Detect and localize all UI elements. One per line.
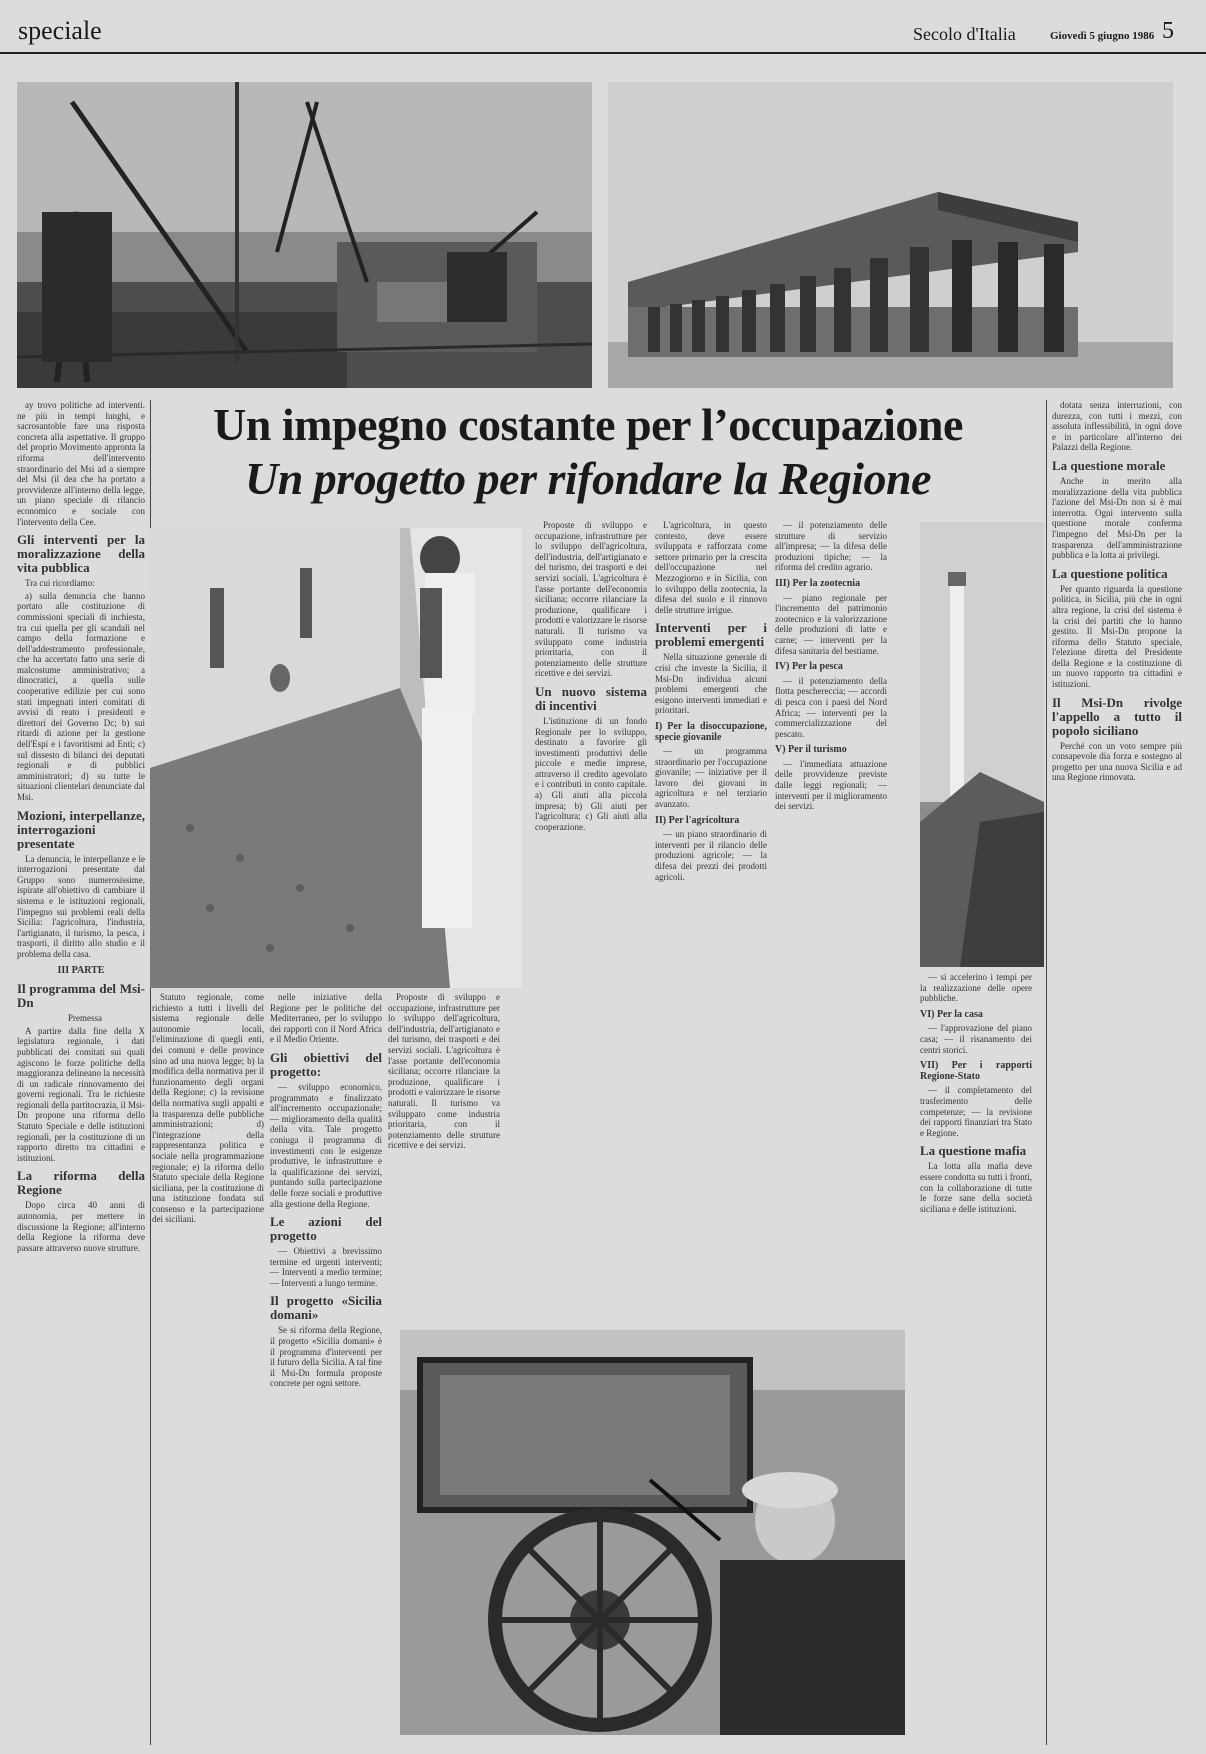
col4-continued-body: Proposte di sviluppo e occupazione, infrastrutture per lo sviluppo dell'agricoltura, dell'industria, dell'artigianato e del turismo, dei trasporti e dei servizi sociali. L'agricoltura è l'asse portante dell'economia siciliana; occorre rilanciare la produzione, qualificare i prodotti e valorizzare le risorse naturali. Il turismo va sviluppato come industria prioritaria, con il potenziamento delle strutture ricettive e dei servizi. — [535, 520, 647, 679]
col6b-heading-mafia: La questione mafia — [920, 1143, 1027, 1159]
article-column-2 — [152, 992, 264, 1432]
col2-body: Statuto regionale, come richiesto a tutti i livelli del sistema regionale delle autonomie locali, l'eliminazione di quegli enti, dei comuni e delle province sino ad una nuova legge; b) la modifica della normativa per il funzionamento degli organi della Regione; c) la revisione della normativa sugli appalti e la trasparenza delle pubbliche amministrazioni; d) l'integrazione della rappresentanza politica e sociale nella programmazione regionale; e) la riforma dello Statuto speciale della Regione siciliana, per la costituzione di una istituzione fondata sul consenso e la partecipazione dei siciliani. — [152, 992, 264, 1225]
headline — [156, 398, 1020, 506]
col6b-heading-relations: VII) Per i rapporti Regione-Stato — [920, 1060, 1032, 1082]
masthead — [0, 0, 1206, 54]
lighthouse-photo — [920, 522, 1044, 967]
col6b-heading-housing: VI) Per la casa — [920, 1008, 983, 1020]
col3-goals-body: — sviluppo economico, programmato e finalizzato all'incremento occupazionale; — miglioramento della qualità della vita. Tale progetto coniuga il programma di investimenti con le esigenze produttive, le infrastrutture e la qualificazione dei servizi, puntando sulla partecipazione delle forze sociali e produttive alla gestione della Regione. — [270, 1081, 382, 1209]
col1-program-body: A partire dalla fine della X legislatura regionale, i dati pubblicati dei comitati sui quali agiscono le forze politiche della maggioranza delineano la necessità di un radicale rinnovamento dei governi regionali. Tra le richieste regionali della partitocrazia, il Msi-Dn propone una riforma dello Statuto Speciale e delle istituzioni regionali, per la costituzione di un rapporto diretto tra cittadini e istituzioni. — [17, 1025, 145, 1163]
col1-heading-moral: Gli interventi per la moralizzazione della vita pubblica — [17, 532, 145, 576]
col7-appeal-body: Perché con un voto sempre più consapevole dia forza e sostegno al progetto per una nuova Sicilia e ad una Regione rinnovata. — [1052, 740, 1182, 783]
page-number: 5 — [1162, 18, 1174, 44]
col1-heading-reform: La riforma della Regione — [17, 1168, 145, 1198]
col3-heading-actions: Le azioni del progetto — [270, 1214, 382, 1244]
col3-sicily-body: Se si riforma della Regione, il progetto «Sicilia domani» è il programma d'interventi per il futuro della Sicilia. A tal fine il Msi-Dn formula proposte concrete per ogni settore. — [270, 1325, 382, 1389]
col7-body: dotata senza interruzioni, con durezza, con tutti i mezzi, con assoluta inflessibilità, in ogni dove e in particolare all'interno dei Palazzi della Regione. — [1052, 400, 1182, 453]
col3-body: nelle iniziative della Regione per le politiche del Mediterraneo, per lo sviluppo dei rapporti con il Nord Africa e il Medio Oriente. — [270, 992, 382, 1045]
section-label: speciale — [18, 16, 102, 45]
col6b-housing-body: — l'approvazione del piano casa; — il risanamento dei centri storici. — [920, 1023, 1032, 1055]
col3-actions-body: — Obiettivi a brevissimo termine ed urgenti interventi; — Interventi a medio termine; — Interventi a lungo termine. — [270, 1246, 382, 1288]
column-rule-right — [1046, 400, 1047, 1745]
headline-sub: Un progetto per rifondare la Regione — [244, 453, 932, 504]
col6-heading-tourism: V) Per il turismo — [775, 744, 847, 756]
col3-heading-goals: Gli obiettivi del progetto: — [270, 1049, 382, 1079]
col6b-body: — si accelerino i tempi per la realizzazione delle opere pubbliche. — [920, 972, 1032, 1004]
headline-main: Un impegno costante per l’occupazione — [213, 399, 963, 450]
alley-man-photo — [150, 528, 522, 988]
col5-body: L'agricoltura, in questo contesto, deve essere sviluppata e rafforzata come settore primario per la crescita dell'occupazione nel Mezzogiorno e in Sicilia, con lo sviluppo della zootecnia, la difesa del suolo e il rinnovo delle strutture irrigue. — [655, 520, 767, 615]
issue-date: Giovedì 5 giugno 1986 — [1050, 30, 1155, 42]
col1-moral-lead: Tra cui ricordiamo: — [25, 578, 95, 589]
col5-unemployment-body: — un programma straordinario per l'occupazione giovanile; — iniziative per il lavoro dei giovani in agricoltura e nel terziario avanzato. — [655, 746, 767, 810]
col6-heading-livestock: III) Per la zootecnia — [775, 577, 861, 589]
article-column-8 — [920, 972, 1032, 1732]
col5-agriculture-body: — un piano straordinario di interventi per il rilancio delle produzioni agricole; — la difesa dei prezzi dei prodotti agricoli. — [655, 829, 767, 882]
col4-body: Proposte di sviluppo e occupazione, infrastrutture per lo sviluppo dell'agricoltura, dell'industria, dell'artigianato e del turismo, dei trasporti e dei servizi sociali. L'agricoltura è l'asse portante dell'economia siciliana; occorre rilanciare la produzione, qualificare i prodotti e valorizzare le risorse naturali. Il turismo va sviluppato come industria prioritaria, con il potenziamento delle strutture ricettive e dei servizi. — [388, 992, 500, 1151]
col5-emergencies-body: Nella situazione generale di crisi che investe la Sicilia, il Msi-Dn individua alcuni problemi emergenti che esigono interventi immediati e prioritari. — [655, 652, 767, 716]
article-column-3 — [270, 992, 382, 1737]
col6b-mafia-body: La lotta alla mafia deve essere condotta su tutti i fronti, con la collaborazione di tutte le forze sane della società siciliana e delle istituzioni. — [920, 1161, 1032, 1214]
col3-heading-sicily: Il progetto «Sicilia domani» — [270, 1293, 382, 1323]
col7-politics-body: Per quanto riguarda la questione politica, in Sicilia, più che in ogni altra regione, la crisi del sistema è la crisi dei partiti che lo hanno gestito. Il Msi-Dn propone la riforma dello Statuto speciale, l'elezione diretta del Presidente della Regione e la costituzione di un nuovo rapporto tra cittadini e istituzioni. — [1052, 583, 1182, 690]
col1-program-lead: Premessa — [68, 1013, 102, 1024]
greek-temple-photo — [608, 82, 1173, 388]
port-cranes-photo — [17, 82, 592, 388]
col6-tourism-body: — l'immediata attuazione delle provvidenze previste dalle leggi regionali; — interventi per il miglioramento dei servizi. — [775, 758, 887, 812]
col7-moral-body: Anche in merito alla moralizzazione della vita pubblica l'azione del Msi-Dn non si è mai interrotta. Ogni intervento sulla questione morale conferma l'impegno del Msi-Dn per la trasparenza dell'amministrazione pubblica e la lotta ai privilegi. — [1052, 475, 1182, 561]
newspaper-name: Secolo d'Italia — [913, 24, 1016, 44]
col6-body: — il potenziamento delle strutture di servizio all'impresa; — la difesa delle produzioni tipiche; — la riforma del credito agrario. — [775, 520, 887, 573]
col7-heading-moral: La questione morale — [1052, 457, 1166, 473]
col1-motions-body: La denuncia, le interpellanze e le interrogazioni presentate dal Gruppo sono numerosissime, ispirate all'obiettivo di cambiare il sistema e le istituzioni regionali, l'impegno sui problemi reali della Sicilia: l'agricoltura, l'industria, l'artigianato, il turismo, la pesca, i trasporti, il diritto allo studio e il problema della casa. — [17, 853, 145, 959]
col5-heading-unemployment: I) Per la disoccupazione, specie giovanile — [655, 720, 767, 743]
col6b-relations-body: — il completamento del trasferimento delle competenze; — la revisione dei rapporti finanziari tra Stato e Regione. — [920, 1085, 1032, 1138]
col1-moral-body: a) sulla denuncia che hanno portato alle costituzione di commissioni speciali di inchiesta, tra cui quella per gli scandali nel campo della formazione e dell'addestramento professionale, che ha accertato fatto una serie di malcostume amministrativo; a dinocratici, a quella sulle cooperative edilizie per cui sono stati impegnati interi comitati di avvisi di reato i presidenti e direttori del Governo Dc; b) sui ritardi di azione per la gestione dell'Espi e i favoritismi ad Enti; c) sul dissesto di bilanci dei deputati regionali e di pubblici amministratori; d) su tutte le situazioni clientelari denunciate dal Msi. — [17, 590, 145, 802]
col1-reform-body: Dopo circa 40 anni di autonomia, per mettere in discussione la Regione; all'interno della Regione la riforma deve passare attraverso nuove strutture. — [17, 1200, 145, 1253]
article-column-1 — [17, 400, 145, 1745]
col1-heading-program: Il programma del Msi-Dn — [17, 981, 145, 1011]
article-column-9 — [1052, 400, 1182, 1745]
col5-heading-emergencies: Interventi per i problemi emergenti — [655, 620, 767, 650]
col4-incentives-body: L'istituzione di un fondo Regionale per lo sviluppo, destinato a favorire gli investimenti produttivi delle piccole e medie imprese, attraverso il credito agevolato e i contributi in conto capitale. a) Gli aiuti alla piccola impresa; b) Gli aiuti per l'agricoltura; c) Gli aiuti alla cooperazione. — [535, 715, 647, 832]
col1-intro: ay trovo politiche ad interventi. ne più in tempi lunghi, e sacrosantoble fare una risposta concreta alla aspettative. Il gruppo del proprio Movimento appronta la riforma dell'intervento straordinario del Msi ad a siempre del Msi (il dea che ha portato a provvidenze all'interno della legge, un piano speciale di rilancio economico e sociale con l'intervento della Cee. — [17, 400, 145, 527]
col7-heading-politics: La questione politica — [1052, 565, 1168, 581]
col7-heading-appeal: Il Msi-Dn rivolge l'appello a tutto il popolo siciliano — [1052, 694, 1182, 738]
col6-heading-fishing: IV) Per la pesca — [775, 661, 843, 673]
col6-fishing-body: — il potenziamento della flotta peschereccia; — accordi di pesca con i paesi del Nord Africa; — interventi per la commercializzazione del pescato. — [775, 675, 887, 739]
col4-heading-incentives: Un nuovo sistema di incentivi — [535, 683, 647, 713]
col5-heading-agriculture: II) Per l'agricoltura — [655, 814, 740, 826]
col6-livestock-body: — piano regionale per l'incremento del patrimonio zootecnico e la valorizzazione delle produzioni di latte e carne; — interventi per la difesa sanitaria del bestiame. — [775, 592, 887, 656]
col1-heading-motions: Mozioni, interpellanze, interrogazioni presentate — [17, 807, 145, 851]
col1-part-label: III PARTE — [57, 964, 105, 976]
painter-cart-photo — [400, 1330, 905, 1735]
